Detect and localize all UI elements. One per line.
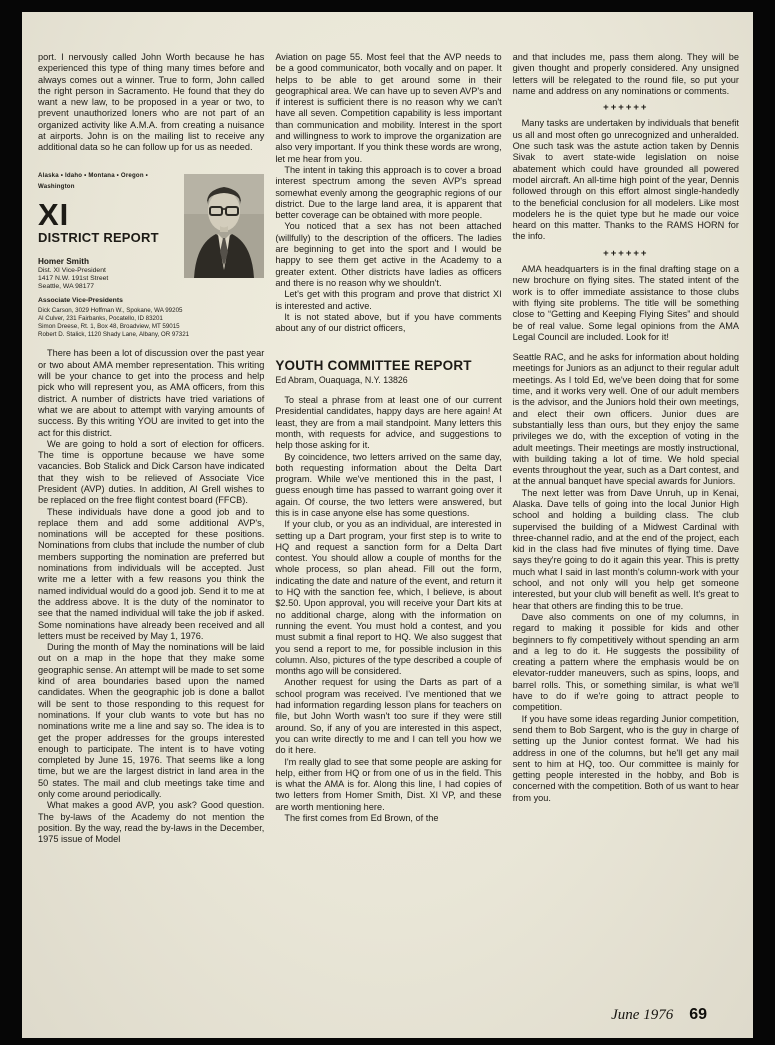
paragraph: If you have some ideas regarding Junior competition, send them to Bob Sargent, who is the guy in charge of setting up the Junior contest format. We had his address in one of the columns, but he'll get any mail sent to him at HQ, too. Our committee is mainly for getting people interested in the hobby, and Bob is concerned with the competition. Both of us want to hear from you. xyxy=(512,713,739,803)
youth-paragraphs xyxy=(275,395,501,824)
youth-committee-header xyxy=(275,360,501,386)
page-footer xyxy=(611,1006,707,1024)
paragraph: Let's get with this program and prove that district XI is interested and active. xyxy=(275,289,502,311)
avp-line: Al Culver, 231 Fairbanks, Pocatello, ID 83201 xyxy=(38,315,163,323)
column-2 xyxy=(275,52,501,846)
avp-line: Dick Carson, 3029 Hoffman W., Spokane, WA 99205 xyxy=(38,307,183,315)
paragraph: Aviation on page 55. Most feel that the AVP needs to be a good communicator, both vocally and on paper. It helps to be able to get around some in their geographical area. We can have up to seven AVP's and if interest is sufficient there is no reason why we can't have all seven. Competition capability is less important than communication and mobility. Interest in the sport and willingness to work to improve the organization are also very important. If you think these words are wrong, let me hear from you. xyxy=(275,52,502,164)
page-number: 69 xyxy=(689,1006,707,1023)
paragraph: I'm really glad to see that some people are asking for help, either from HQ or from one of us in the field. This is what the AMA is for. Along this line, I had copies of two letters from Homer Smith, Dist. XI VP, and these are worth mentioning here. xyxy=(275,756,502,812)
paragraph: During the month of May the nominations will be laid out on a map in the hope that they make some geographic sense. An attempt will be made to set some kind of area boundaries based upon the named candidates. When the geographic job is done a ballot will be sent to those responding to this request for nominations. If your club wants to vote but has no nominations write me a line and say so. The idea is to get the proper addresses for the groups interested enough to participate. The intent is to have voting completed by June 15, 1976. That seems like a long time, but we are the largest district in land area in the 50 states. The mail and club meetings take time and only come around periodically. xyxy=(38,642,265,800)
paragraph: and that includes me, pass them along. They will be given thought and properly considered. Any unsigned letters will be relegated to the round file, so put your name and address on any nominations or comments. xyxy=(512,52,739,96)
paragraph: You noticed that a sex has not been attached (willfully) to the description of the officers. The ladies are beginning to get into the sport and I would be happy to see them get active in the Academy to a greater extent. Other districts have ladies as officers and there is no reason why we shouldn't. xyxy=(275,221,502,288)
district-roman-numeral: XI xyxy=(38,197,70,233)
paragraph: What makes a good AVP, you ask? Good question. The by-laws of the Academy do not mention the position. By the way, read the by-laws in the December, 1975 issue of Model xyxy=(38,800,265,845)
avp-list xyxy=(38,307,264,338)
district-header-left xyxy=(38,170,176,292)
region-line: Alaska • Idaho • Montana • Oregon • Washington xyxy=(38,171,149,190)
portrait-illustration xyxy=(184,174,264,278)
officer-address-line1: 1417 N.W. 191st Street xyxy=(38,274,109,282)
columns xyxy=(38,52,739,846)
avp-line: Robert D. Stalick, 1120 Shady Lane, Albany, OR 97321 xyxy=(38,330,190,338)
column-1 xyxy=(38,52,264,846)
plus-separator: ++++++ xyxy=(603,247,649,259)
officer-name: Homer Smith xyxy=(38,256,89,266)
paragraph: AMA headquarters is in the final drafting stage on a new brochure on flying sites. The stated intent of the work is to offer immediate assistance to those clubs with flying site problems. The title will be something close to “Getting and Keeping Flying Sites” and should be of real value. Some legal opinions from the AMA Legal Council are included. Look for it! xyxy=(512,264,739,342)
paragraph: These individuals have done a good job and to replace them and add some additional AVP's, nominations will be accepted for these positions. Nominations from clubs that include the number of club members supporting the nomination are preferred but nominations from individuals will be accepted. Just write me a letter with a few reasons you think the named individual would do a good job. Send it to me at the address above. It is the duty of the nominator to see that the named individual will take the job if asked. Some nominations have already been received and all letters must be received by May 1, 1976. xyxy=(38,506,265,641)
paragraph: Another request for using the Darts as part of a school program was received. I've mentioned that we had information regarding lesson plans for teachers on file, but John Worth wasn't too sure if they were still around. So, if any of you are interested in this aspect, you can write directly to me and I can tell you how we do it here. xyxy=(275,677,502,756)
officer-info xyxy=(38,257,176,292)
youth-report-title: YOUTH COMMITTEE REPORT xyxy=(275,358,472,374)
paragraph: Dave also comments on one of my columns, in regard to making it possible for kids and other beginners to fly competitively without spending an arm and a leg to do it. He suggests the possibility of creating a pattern where the emphasis would be on elevator-rudder maneuvers, such as spins, loops, and barrel rolls. This, or something similar, is what we'll have to do if we're going to attract people to competition. xyxy=(512,611,739,713)
article-continuation-paragraph: port. I nervously called John Worth because he has experienced this type of thing many times before and always comes out a winner. True to form, John called the right person in Sacramento. He found that they do want a new law, to be proposed in a year or two, to prevent unauthorized loners who are not part of an organized activity like A.M.A. from creating a nuisance at airports. John is on the mailing list to receive any additional data so he can follow up for us as needed. xyxy=(38,52,265,153)
officer-address-line2: Seattle, WA 98177 xyxy=(38,283,95,291)
homer-smith-photo xyxy=(184,174,264,278)
avp-heading: Associate Vice-Presidents xyxy=(38,297,123,305)
paragraph: By coincidence, two letters arrived on the same day, both requesting information about the Delta Dart program. While we've mentioned this in the past, I guess enough time has passed to warrant going over it again. Of course, the two letters were answered, but this is in case anyone else has some questions. xyxy=(275,451,502,518)
paragraph: It is not stated above, but if you have comments about any of our district officers, xyxy=(275,311,502,334)
column3-bottom-paragraphs xyxy=(513,352,739,804)
paragraph: To steal a phrase from at least one of our current Presidential candidates, happy days are here again! At least, they are from a mail standpoint. Many letters this month, with requests for advice, and suggestions to help those asking for it. xyxy=(275,395,502,451)
plus-separator: ++++++ xyxy=(603,102,649,114)
paragraph: If your club, or you as an individual, are interested in setting up a Dart program, your first step is to write to HQ and request a sanction form for a Delta Dart contest. You should allow a couple of months for the whole process, so plan ahead. Fill out the form, indicating the date and nature of the event, and return it to HQ with the sanction fee, which, I believe, is about $2.50. Upon approval, you will receive your Dart kits at no additional charge, along with the information on running the event. You must hold a contest, and you must submit a final report to HQ. We also suggest that you send a report to me, for possible inclusion in this column. Also, pictures of the type described a couple of months ago will be considered. xyxy=(275,519,502,677)
column-3 xyxy=(513,52,739,846)
district-report-title: DISTRICT REPORT xyxy=(38,230,159,246)
paper xyxy=(22,12,753,1038)
paragraph: Many tasks are undertaken by individuals that benefit us all and most often go unrecognized and unheralded. One such task was the astute action taken by Dennis Sivak to avert state-wide legislation on noise abatement which could have grounded all powered model aircraft. An all-time high point of the year, Dennis followed through on this effort almost single-handedly to the beneficial conclusion for all modelers. Like most modelers he is the quiet type but he made our voice heard on this matter. Thanks to the RAMS HORN for the info. xyxy=(512,118,739,242)
district-report-header xyxy=(38,170,264,292)
paragraph: We are going to hold a sort of election for officers. The time is opportune because we have some vacancies. Bob Stalick and Dick Carson have indicated that they wish to be relieved of Associate Vice President (AVP) duties. In addition, Al Grell wishes to be replaced on the free flight contest board (FFCB). xyxy=(38,438,265,506)
column1-paragraphs xyxy=(38,348,264,845)
paragraph: The intent in taking this approach is to cover a broad interest spectrum among the seven AVP's spread somewhat evenly among the geographic regions of our district. Due to the large land area, it is apparent that better coverage can be obtained with more people. xyxy=(275,164,502,221)
youth-report-byline: Ed Abram, Ouaquaga, N.Y. 13826 xyxy=(275,374,408,385)
column2-top-paragraphs xyxy=(275,52,501,334)
officer-title: Dist. XI Vice-President xyxy=(38,266,106,274)
paragraph: There has been a lot of discussion over the past year or two about AMA member representation. This writing will be your chance to get into the process and help pick who will represent you, as AMA officers, from this district. A number of districts have tried variations of what we are about to attempt with varying amounts of success. By this writing YOU are invited to get into the act for this district. xyxy=(38,348,265,438)
issue-date: June 1976 xyxy=(611,1007,674,1023)
paragraph: The next letter was from Dave Unruh, up in Kenai, Alaska. Dave tells of going into the local Junior High school and holding a building class. The club supervised the building of a Midwest Cardinal with three-channel radio, and at the end of the project, each kid in the class had five minutes of flying time. Dave says they're going to do it again this year. This is pretty much what I said in last month's column-work with your school, and not only will you help get someone interested, but your club will benefit as well. It's great to hear that others are finding this to be true. xyxy=(512,487,739,611)
avp-line: Simon Dreese, Rt. 1, Box 48, Broadview, MT 59015 xyxy=(38,322,180,330)
paragraph: The first comes from Ed Brown, of the xyxy=(284,813,439,823)
avp-block xyxy=(38,297,264,338)
paragraph: Seattle RAC, and he asks for information about holding meetings for Juniors as an adjunct to their regular adult meetings. As I told Ed, we've been doing that for some time, and it works very well. One of our adult members is the advisor, and the Juniors hold their own meetings, and elect their own officers. Junior dues are substantially less than ours, but they enjoy the same privileges we do, with the exception of voting in the adult meetings. Their meetings are mostly instructional, with building taking a lot of time. We hold special events throughout the year, such as a Dart contest, and at the annual banquet have special awards for Juniors. xyxy=(512,352,739,487)
